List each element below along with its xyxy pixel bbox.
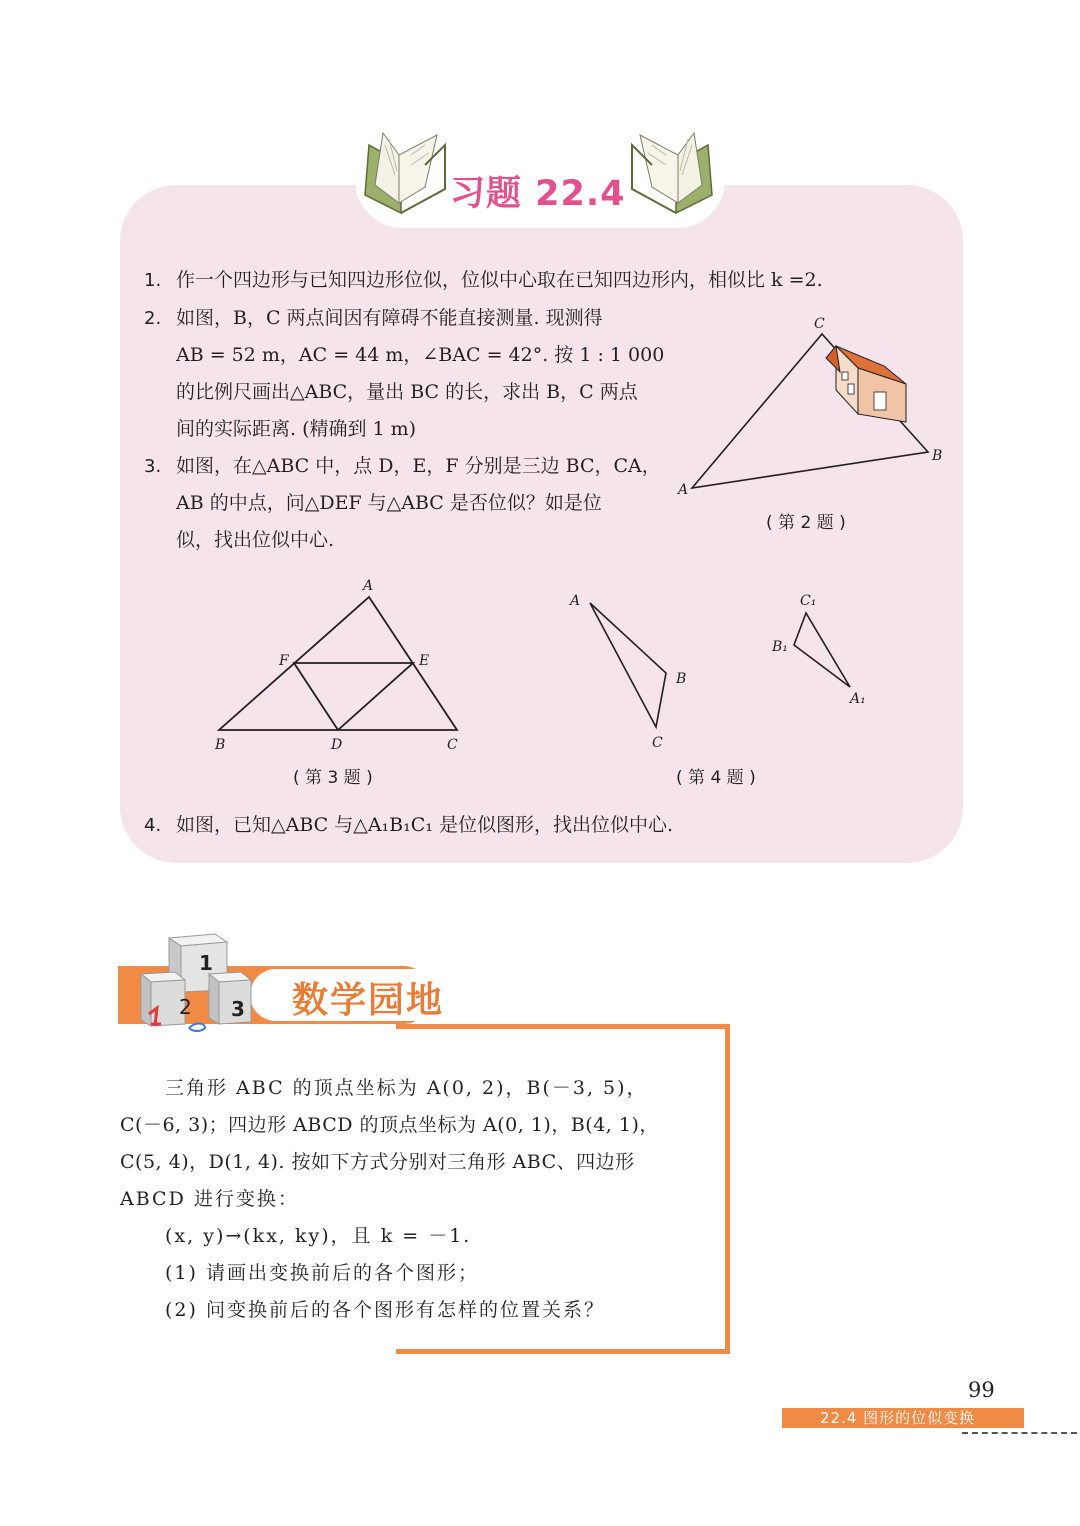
question-2-line: 的比例尺画出△ABC，量出 BC 的长，求出 B，C 两点 — [176, 381, 638, 403]
block-three-label: 3 — [231, 997, 245, 1021]
garden-line: (1) 请画出变换前后的各个图形； — [165, 1262, 479, 1284]
question-2-number: 2. — [144, 308, 162, 329]
footer-dotted-line — [962, 1432, 1077, 1434]
question-1-number: 1. — [144, 270, 162, 291]
question-2-line: AB = 52 m，AC = 44 m，∠BAC = 42°. 按 1 : 1 000 — [176, 344, 665, 366]
fig4-label-b: B — [676, 671, 687, 687]
figure-4-caption: ( 第 4 题 ) — [676, 768, 756, 788]
figure-2-caption: ( 第 2 题 ) — [766, 513, 846, 533]
garden-line: 三角形 ABC 的顶点坐标为 A(0, 2)，B(－3, 5)， — [165, 1077, 648, 1099]
figure-3-caption: ( 第 3 题 ) — [293, 768, 373, 788]
fig4-label-b1: B₁ — [772, 639, 788, 655]
question-2-line: 间的实际距离. (精确到 1 m) — [176, 418, 417, 440]
garden-line: (2) 问变换前后的各个图形有怎样的位置关系？ — [165, 1299, 605, 1321]
question-3-line: 似，找出位似中心. — [176, 529, 335, 551]
fig2-label-b: B — [932, 448, 943, 464]
fig4-label-a1: A₁ — [850, 691, 866, 707]
footer-section-title: 22.4 图形的位似变换 — [820, 1409, 976, 1427]
question-2-line: 如图，B，C 两点间因有障碍不能直接测量. 现测得 — [176, 307, 603, 329]
figure-2-triangle-with-house — [670, 310, 960, 500]
fig4-label-a: A — [570, 593, 581, 609]
block-two-label: 2 — [179, 995, 192, 1019]
exercise-title: 习题 22.4 — [450, 174, 626, 214]
fig4-label-c1: C₁ — [800, 593, 817, 609]
fig3-label-b: B — [215, 737, 226, 753]
fig2-label-c: C — [814, 316, 825, 332]
fig3-label-e: E — [419, 653, 430, 669]
open-book-icon-left — [355, 125, 455, 225]
fig3-label-f: F — [279, 653, 289, 669]
garden-line: (x, y)→(kx, ky)，且 k = －1. — [165, 1225, 472, 1247]
fig3-label-a: A — [363, 578, 374, 594]
question-4-text: 如图，已知△ABC 与△A₁B₁C₁ 是位似图形，找出位似中心. — [176, 814, 673, 836]
question-3-line: 如图，在△ABC 中，点 D，E，F 分别是三边 BC，CA， — [176, 455, 661, 477]
question-3-number: 3. — [144, 456, 162, 477]
figure-3-midpoint-triangle — [205, 575, 475, 755]
fig3-label-d: D — [331, 737, 343, 753]
fig2-label-a: A — [678, 482, 689, 498]
question-4-number: 4. — [144, 815, 162, 836]
garden-line: C(5, 4)，D(1, 4). 按如下方式分别对三角形 ABC、四边形 — [120, 1151, 635, 1173]
figure-4-homothetic-triangles — [560, 585, 890, 755]
garden-line: ABCD 进行变换： — [120, 1188, 299, 1210]
fig3-label-c: C — [447, 737, 458, 753]
garden-line: C(－6, 3)；四边形 ABCD 的顶点坐标为 A(0, 1)，B(4, 1)， — [120, 1114, 659, 1136]
number-blocks-icon — [135, 930, 260, 1032]
question-3-line: AB 的中点，问△DEF 与△ABC 是否位似？如是位 — [176, 492, 602, 514]
open-book-icon-right — [622, 125, 722, 225]
garden-title: 数学园地 — [292, 980, 445, 1021]
fig4-label-c: C — [652, 735, 663, 751]
question-1-text: 作一个四边形与已知四边形位似，位似中心取在已知四边形内，相似比 k =2. — [176, 269, 823, 291]
block-one-label: 1 — [199, 951, 213, 975]
page-number: 99 — [968, 1378, 995, 1402]
